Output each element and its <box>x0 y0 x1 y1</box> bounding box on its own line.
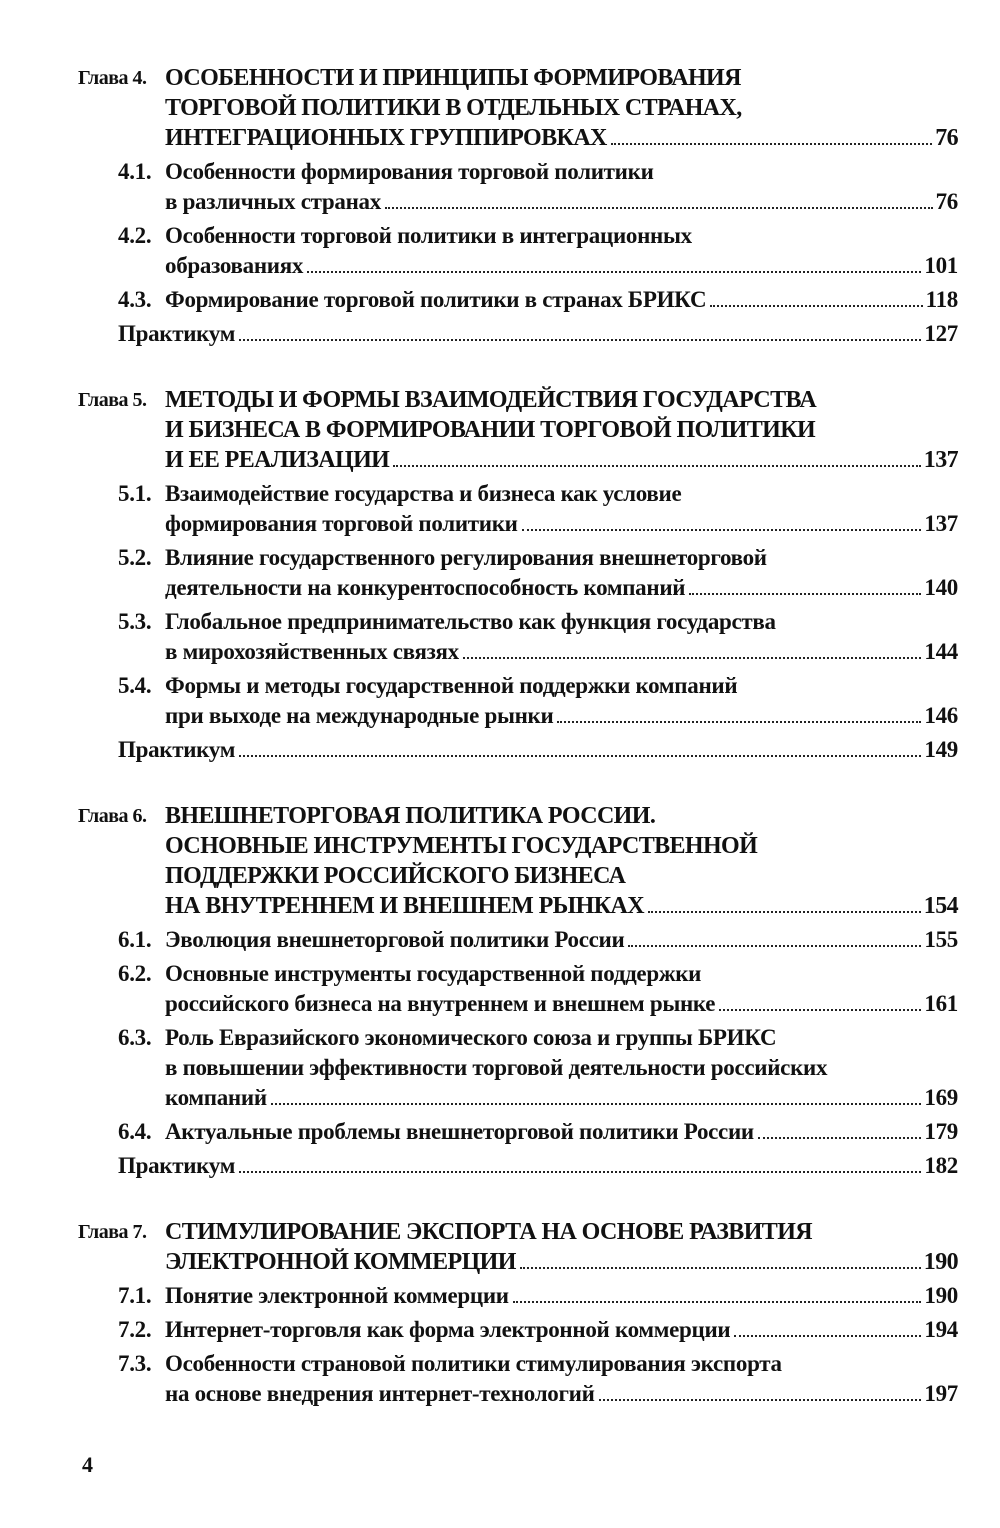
page-ref: 137 <box>924 511 958 536</box>
section-line <box>78 573 958 603</box>
section-entry <box>78 1315 958 1345</box>
dot-leader <box>689 593 921 595</box>
page-ref: 144 <box>924 639 958 664</box>
page-ref: 194 <box>924 1317 958 1342</box>
section-line <box>78 671 958 701</box>
section-text: Понятие электронной коммерции <box>165 1283 509 1308</box>
chapter-title-text: СТИМУЛИРОВАНИЕ ЭКСПОРТА НА ОСНОВЕ РАЗВИТИЯ <box>165 1219 812 1245</box>
page-ref: 101 <box>924 253 958 278</box>
section-text: Влияние государственного регулирования внешнеторговой <box>165 545 767 570</box>
chapter-title-line <box>78 385 958 415</box>
practicum-entry <box>78 735 958 765</box>
section-text: в повышении эффективности торговой деятельности российских <box>165 1055 828 1080</box>
page-ref: 137 <box>923 447 958 473</box>
section-number: 7.3. <box>118 1351 152 1376</box>
practicum-line <box>78 319 958 349</box>
section-entry <box>78 671 958 731</box>
chapter-title-text: ВНЕШНЕТОРГОВАЯ ПОЛИТИКА РОССИИ. <box>165 803 656 829</box>
section-line <box>78 221 958 251</box>
section-line <box>78 1023 958 1053</box>
section-number: 5.4. <box>118 673 152 698</box>
section-line <box>78 607 958 637</box>
chapter-title-line <box>78 1217 958 1247</box>
page-ref: 76 <box>935 125 958 151</box>
dot-leader <box>271 1103 922 1105</box>
section-line <box>78 959 958 989</box>
section-entry <box>78 285 958 315</box>
page-ref: 182 <box>924 1153 958 1178</box>
chapter-heading <box>78 801 958 921</box>
section-number: 6.4. <box>118 1119 152 1144</box>
chapter-title-line <box>78 831 958 861</box>
chapter-label: Глава 4. <box>78 67 147 89</box>
section-entry <box>78 1023 958 1113</box>
practicum-entry <box>78 319 958 349</box>
practicum-label: Практикум <box>118 737 236 762</box>
section-entry <box>78 959 958 1019</box>
section-number: 6.3. <box>118 1025 152 1050</box>
section-text: Формирование торговой политики в странах БРИКС <box>165 287 707 312</box>
page-ref: 146 <box>924 703 958 728</box>
section-line <box>78 1083 958 1113</box>
section-entry <box>78 925 958 955</box>
dot-leader <box>719 1009 921 1011</box>
page-ref: 118 <box>925 287 958 312</box>
section-text: Глобальное предпринимательство как функция государства <box>165 609 776 634</box>
section-text: Интернет-торговля как форма электронной коммерции <box>165 1317 731 1342</box>
chapter-title-line <box>78 63 958 93</box>
section-line <box>78 479 958 509</box>
chapter-title-line <box>78 861 958 891</box>
practicum-label: Практикум <box>118 1153 236 1178</box>
section-line <box>78 157 958 187</box>
chapter-entry <box>78 801 958 1181</box>
section-text: российского бизнеса на внутреннем и внешнем рынке <box>165 991 716 1016</box>
chapter-title-text: ОСНОВНЫЕ ИНСТРУМЕНТЫ ГОСУДАРСТВЕННОЙ <box>165 833 758 859</box>
dot-leader <box>239 1171 921 1173</box>
practicum-entry <box>78 1151 958 1181</box>
dot-leader <box>557 721 921 723</box>
dot-leader <box>599 1399 922 1401</box>
section-text: в мирохозяйственных связях <box>165 639 459 664</box>
chapter-entry <box>78 1217 958 1409</box>
section-number: 6.2. <box>118 961 152 986</box>
section-text: Взаимодействие государства и бизнеса как условие <box>165 481 682 506</box>
section-line <box>78 989 958 1019</box>
section-text: Актуальные проблемы внешнеторговой политики России <box>165 1119 754 1144</box>
dot-leader <box>307 271 921 273</box>
chapter-entry <box>78 63 958 349</box>
chapter-title-text: МЕТОДЫ И ФОРМЫ ВЗАИМОДЕЙСТВИЯ ГОСУДАРСТВА <box>165 387 817 413</box>
dot-leader <box>710 305 922 307</box>
section-text: Эволюция внешнеторговой политики России <box>165 927 625 952</box>
page-ref: 140 <box>924 575 958 600</box>
section-text: при выходе на международные рынки <box>165 703 554 728</box>
section-text: формирования торговой политики <box>165 511 518 536</box>
table-of-contents <box>78 63 958 1409</box>
section-text: Основные инструменты государственной поддержки <box>165 961 702 986</box>
page-ref: 127 <box>924 321 958 346</box>
section-text: Формы и методы государственной поддержки компаний <box>165 673 738 698</box>
section-line <box>78 701 958 731</box>
page-ref: 161 <box>924 991 958 1016</box>
section-entry <box>78 221 958 281</box>
section-entry <box>78 157 958 217</box>
practicum-line <box>78 735 958 765</box>
dot-leader <box>520 1267 921 1269</box>
chapter-label: Глава 5. <box>78 389 147 411</box>
dot-leader <box>239 755 921 757</box>
section-text: Роль Евразийского экономического союза и группы БРИКС <box>165 1025 777 1050</box>
section-number: 5.1. <box>118 481 152 506</box>
dot-leader <box>611 143 932 145</box>
chapter-title-line <box>78 93 958 123</box>
section-line <box>78 637 958 667</box>
section-text: в различных странах <box>165 189 381 214</box>
chapter-title-text: И ЕЕ РЕАЛИЗАЦИИ <box>165 447 390 473</box>
section-text: Особенности торговой политики в интеграционных <box>165 223 692 248</box>
dot-leader <box>513 1301 922 1303</box>
chapter-title-line <box>78 1247 958 1277</box>
section-text: Особенности страновой политики стимулирования экспорта <box>165 1351 782 1376</box>
practicum-label: Практикум <box>118 321 236 346</box>
section-line <box>78 1281 958 1311</box>
section-line <box>78 509 958 539</box>
section-entry <box>78 1117 958 1147</box>
page-ref: 190 <box>924 1283 958 1308</box>
dot-leader <box>734 1335 921 1337</box>
page-ref: 169 <box>924 1085 958 1110</box>
dot-leader <box>628 945 921 947</box>
chapter-title-line <box>78 891 958 921</box>
dot-leader <box>393 465 921 467</box>
section-line <box>78 1053 958 1083</box>
page-ref: 149 <box>924 737 958 762</box>
section-entry <box>78 1349 958 1409</box>
page-ref: 190 <box>923 1249 958 1275</box>
chapter-title-text: ОСОБЕННОСТИ И ПРИНЦИПЫ ФОРМИРОВАНИЯ <box>165 65 741 91</box>
section-line <box>78 1379 958 1409</box>
chapter-title-text: НА ВНУТРЕННЕМ И ВНЕШНЕМ РЫНКАХ <box>165 893 644 919</box>
page-number: 4 <box>82 1452 93 1477</box>
section-line <box>78 187 958 217</box>
section-text: образованиях <box>165 253 304 278</box>
page-ref: 155 <box>924 927 958 952</box>
section-number: 5.2. <box>118 545 152 570</box>
chapter-title-text: ЭЛЕКТРОННОЙ КОММЕРЦИИ <box>165 1249 516 1275</box>
section-line <box>78 1349 958 1379</box>
section-entry <box>78 543 958 603</box>
dot-leader <box>758 1137 922 1139</box>
page-ref: 179 <box>924 1119 958 1144</box>
section-number: 4.2. <box>118 223 152 248</box>
section-line <box>78 251 958 281</box>
section-number: 4.3. <box>118 287 152 312</box>
section-entry <box>78 1281 958 1311</box>
chapter-title-text: ИНТЕГРАЦИОННЫХ ГРУППИРОВКАХ <box>165 125 607 151</box>
chapter-heading <box>78 385 958 475</box>
chapter-title-text: ПОДДЕРЖКИ РОССИЙСКОГО БИЗНЕСА <box>165 863 626 889</box>
section-number: 5.3. <box>118 609 152 634</box>
page-ref: 76 <box>935 189 958 214</box>
chapter-title-text: ТОРГОВОЙ ПОЛИТИКИ В ОТДЕЛЬНЫХ СТРАНАХ, <box>165 95 742 121</box>
section-number: 7.1. <box>118 1283 152 1308</box>
section-text: Особенности формирования торговой политики <box>165 159 654 184</box>
chapter-title-line <box>78 123 958 153</box>
chapter-entry <box>78 385 958 765</box>
chapter-title-line <box>78 801 958 831</box>
section-line <box>78 1117 958 1147</box>
dot-leader <box>522 529 922 531</box>
section-number: 6.1. <box>118 927 152 952</box>
section-number: 7.2. <box>118 1317 152 1342</box>
dot-leader <box>385 207 933 209</box>
page-ref: 197 <box>924 1381 958 1406</box>
section-number: 4.1. <box>118 159 152 184</box>
section-line <box>78 543 958 573</box>
chapter-title-line <box>78 415 958 445</box>
section-entry <box>78 479 958 539</box>
dot-leader <box>648 911 921 913</box>
chapter-heading <box>78 1217 958 1277</box>
section-text: компаний <box>165 1085 267 1110</box>
section-line <box>78 1315 958 1345</box>
section-entry <box>78 607 958 667</box>
chapter-heading <box>78 63 958 153</box>
section-line <box>78 285 958 315</box>
chapter-label: Глава 6. <box>78 805 147 827</box>
section-text: деятельности на конкурентоспособность компаний <box>165 575 686 600</box>
chapter-label: Глава 7. <box>78 1221 147 1243</box>
chapter-title-line <box>78 445 958 475</box>
section-line <box>78 925 958 955</box>
page-ref: 154 <box>923 893 958 919</box>
chapter-title-text: И БИЗНЕСА В ФОРМИРОВАНИИ ТОРГОВОЙ ПОЛИТИКИ <box>165 417 816 443</box>
dot-leader <box>463 657 922 659</box>
practicum-line <box>78 1151 958 1181</box>
dot-leader <box>239 339 921 341</box>
section-text: на основе внедрения интернет-технологий <box>165 1381 595 1406</box>
